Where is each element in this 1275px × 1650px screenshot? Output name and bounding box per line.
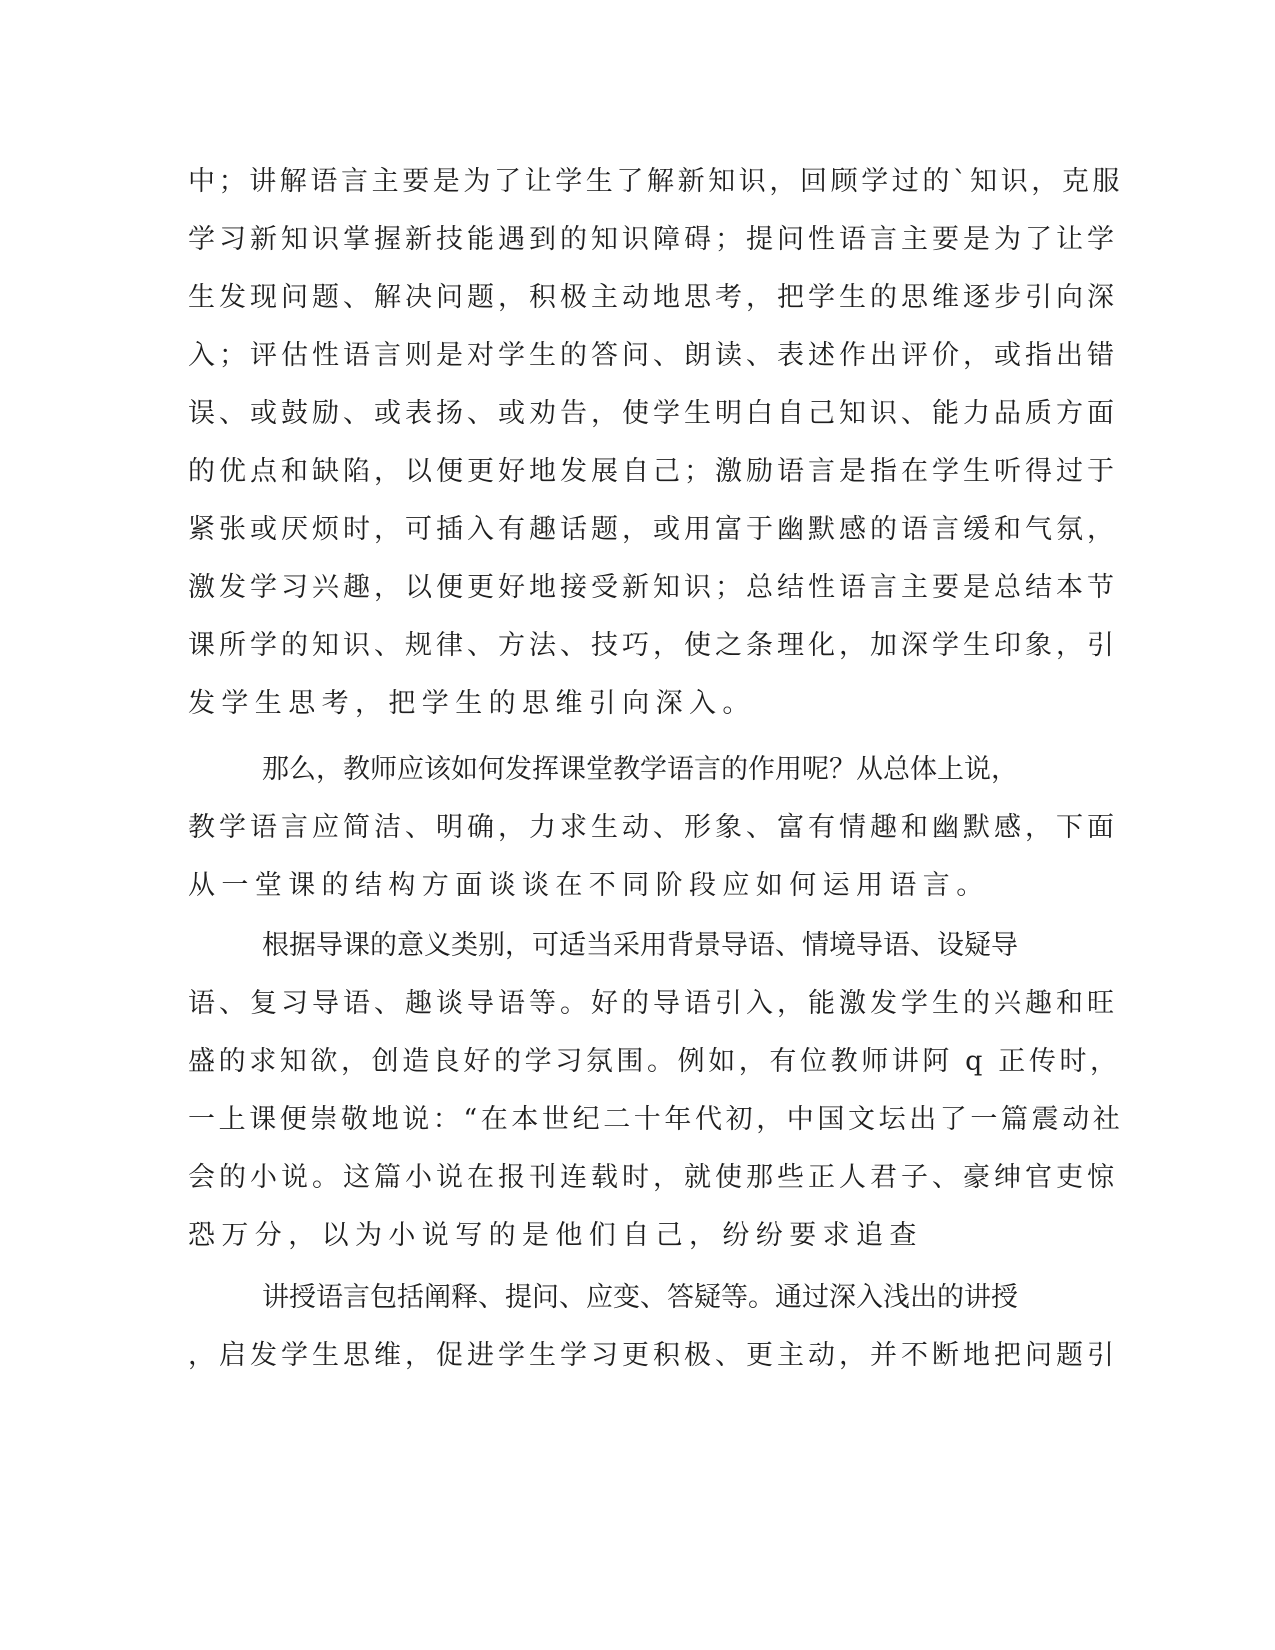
paragraph-1-line-8: 激发学习兴趣，以便更好地接受新知识；总结性语言主要是总结本节: [188, 572, 1118, 603]
paragraph-3-line-3: 盛的求知欲，创造良好的学习氛围。例如，有位教师讲阿 q 正传时，: [188, 1046, 1121, 1077]
paragraph-4-line-2: ，启发学生思维，促进学生学习更积极、更主动，并不断地把问题引: [188, 1340, 1118, 1371]
paragraph-4-line-1: 讲授语言包括阐释、提问、应变、答疑等。通过深入浅出的讲授: [262, 1282, 1018, 1313]
paragraph-3-line-4: 一上课便崇敬地说：“在本世纪二十年代初，中国文坛出了一篇震动社: [188, 1104, 1124, 1135]
paragraph-3-line-6: 恐万分，以为小说写的是他们自己，纷纷要求追查: [188, 1220, 923, 1251]
paragraph-3-line-5: 会的小说。这篇小说在报刊连载时，就使那些正人君子、豪绅官吏惊: [188, 1162, 1118, 1193]
paragraph-2-line-3: 从一堂课的结构方面谈谈在不同阶段应如何运用语言。: [188, 870, 990, 901]
paragraph-2-line-1: 那么，教师应该如何发挥课堂教学语言的作用呢？从总体上说，: [262, 754, 1018, 785]
paragraph-1-line-7: 紧张或厌烦时，可插入有趣话题，或用富于幽默感的语言缓和气氛，: [188, 514, 1118, 545]
paragraph-1-line-3: 生发现问题、解决问题，积极主动地思考，把学生的思维逐步引向深: [188, 282, 1118, 313]
paragraph-1-line-1: 中；讲解语言主要是为了让学生了解新知识，回顾学过的`知识，克服: [188, 166, 1124, 197]
paragraph-1-line-9: 课所学的知识、规律、方法、技巧，使之条理化，加深学生印象，引: [188, 630, 1118, 661]
paragraph-1-line-6: 的优点和缺陷，以便更好地发展自己；激励语言是指在学生听得过于: [188, 456, 1118, 487]
paragraph-3-line-1: 根据导课的意义类别，可适当采用背景导语、情境导语、设疑导: [262, 930, 1018, 961]
paragraph-1-line-10: 发学生思考，把学生的思维引向深入。: [188, 688, 756, 719]
paragraph-1-line-5: 误、或鼓励、或表扬、或劝告，使学生明白自己知识、能力品质方面: [188, 398, 1118, 429]
paragraph-1-line-4: 入；评估性语言则是对学生的答问、朗读、表述作出评价，或指出错: [188, 340, 1118, 371]
paragraph-3-line-2: 语、复习导语、趣谈导语等。好的导语引入，能激发学生的兴趣和旺: [188, 988, 1118, 1019]
paragraph-1-line-2: 学习新知识掌握新技能遇到的知识障碍；提问性语言主要是为了让学: [188, 224, 1118, 255]
paragraph-2-line-2: 教学语言应简洁、明确，力求生动、形象、富有情趣和幽默感，下面: [188, 812, 1118, 843]
